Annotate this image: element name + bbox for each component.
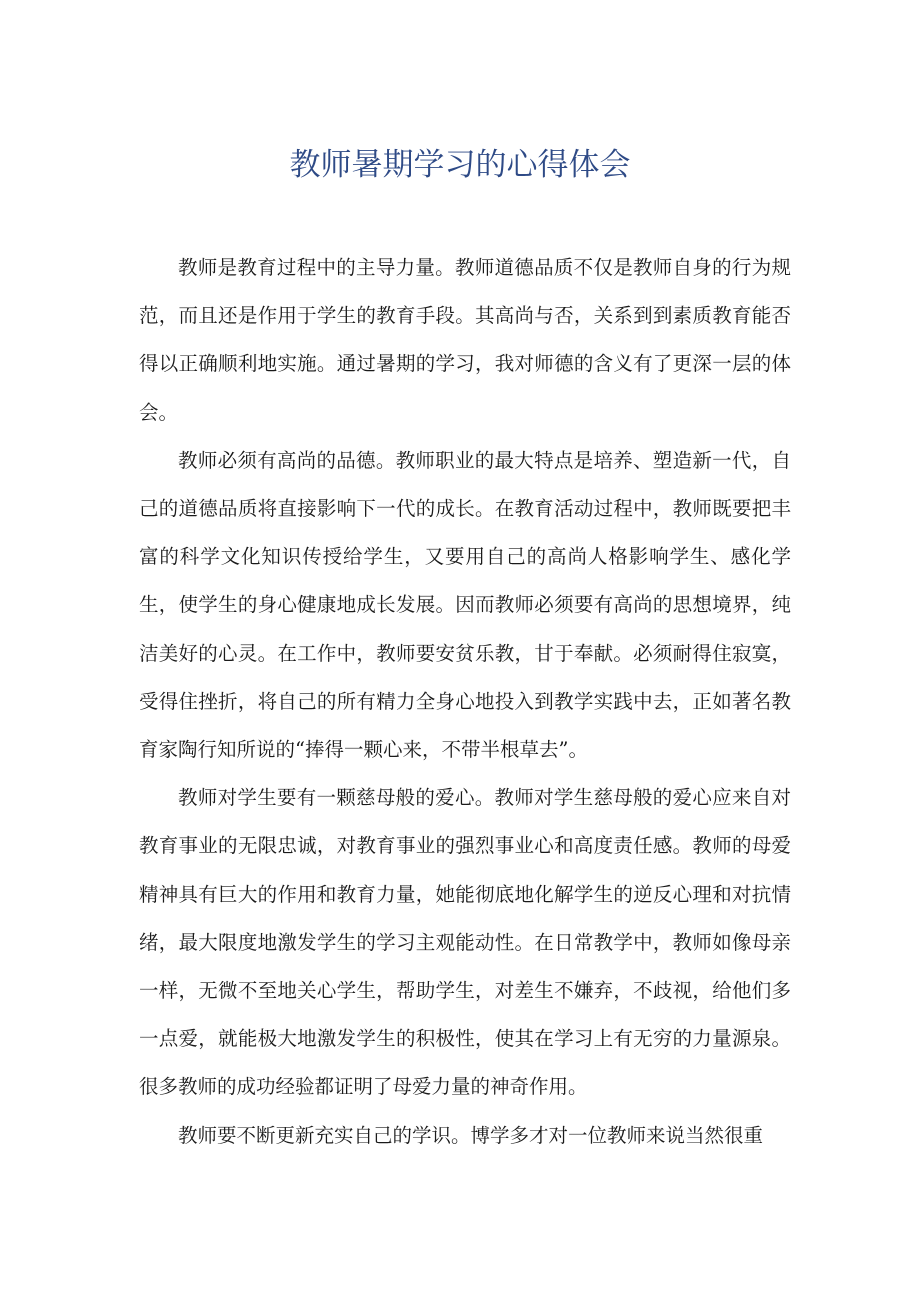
- paragraph-3: 教师对学生要有一颗慈母般的爱心。教师对学生慈母般的爱心应来自对教育事业的无限忠诚，对教育事业的强烈事业心和高度责任感。教师的母爱精神具有巨大的作用和教育力量，她能彻底地化解学生的逆反心理和对抗情绪，最大限度地激发学生的学习主观能动性。在日常教学中，教师如像母亲一样，无微不至地关心学生，帮助学生，对差生不嫌弃，不歧视，给他们多一点爱，就能极大地激发学生的积极性，使其在学习上有无穷的力量源泉。很多教师的成功经验都证明了母爱力量的神奇作用。: [139, 786, 791, 1099]
- paragraph-2: 教师必须有高尚的品德。教师职业的最大特点是培养、塑造新一代，自己的道德品质将直接影响下一代的成长。在教育活动过程中，教师既要把丰富的科学文化知识传授给学生，又要用自己的高尚人格影响学生、感化学生，使学生的身心健康地成长发展。因而教师必须要有高尚的思想境界，纯洁美好的心灵。在工作中，教师要安贫乐教，甘于奉献。必须耐得住寂寞，受得住挫折，将自己的所有精力全身心地投入到教学实践中去，正如著名教育家陶行知所说的“捧得一颗心来，不带半根草去”。: [139, 448, 791, 762]
- document-title: 教师暑期学习的心得体会: [289, 147, 631, 183]
- document-body: [139, 244, 791, 1160]
- paragraph-4: 教师要不断更新充实自己的学识。博学多才对一位教师来说当然很重: [178, 1123, 764, 1147]
- paragraph-1: 教师是教育过程中的主导力量。教师道德品质不仅是教师自身的行为规范，而且还是作用于学生的教育手段。其高尚与否，关系到到素质教育能否得以正确顺利地实施。通过暑期的学习，我对师德的含义有了更深一层的体会。: [139, 256, 791, 424]
